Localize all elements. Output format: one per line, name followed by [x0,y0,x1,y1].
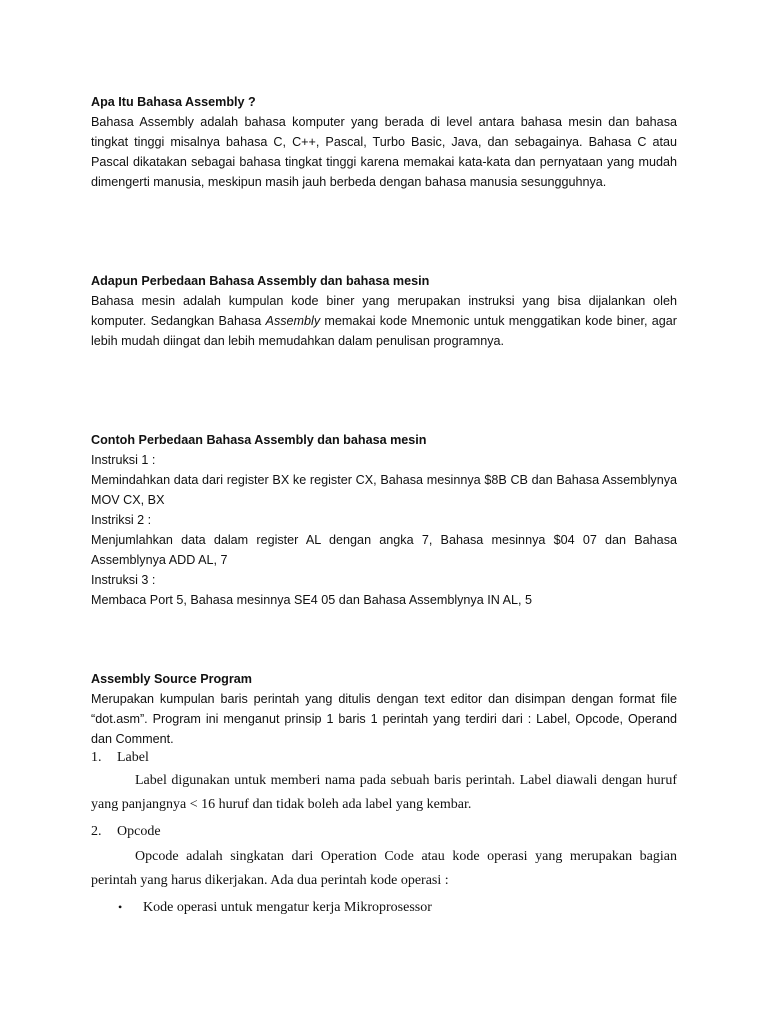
numbered-item-opcode [91,820,677,844]
bullet-icon: • [118,900,123,914]
paragraph-text: Bahasa mesin adalah kumpulan kode biner yang merupakan instruksi yang bisa dijalankan oleh komputer. Sedangkan Bahasa [91,294,677,328]
section-heading: Assembly Source Program [91,672,252,686]
instruction-label: Instriksi 2 : [91,513,152,527]
section-heading: Adapun Perbedaan Bahasa Assembly dan bahasa mesin [91,274,430,288]
paragraph-text: memakai kode Mnemonic untuk menggatikan kode biner, agar lebih mudah diingat dan lebih memudahkan dalam penulisan programnya. [91,314,677,348]
item-number: 2. [91,824,102,839]
italic-term: Assembly [265,314,321,328]
section-source-program [91,669,677,749]
section-examples [91,430,677,610]
numbered-item-label [91,746,677,770]
bullet-list-item [118,895,678,920]
bullet-text: Kode operasi untuk mengatur kerja Mikroprosessor [143,900,432,915]
instruction-label: Instruksi 1 : [91,453,156,467]
section-assembly-vs-machine [91,271,677,351]
section-heading: Apa Itu Bahasa Assembly ? [91,95,256,109]
item-number: 1. [91,750,102,765]
instruction-text: Menjumlahkan data dalam register AL dengan angka 7, Bahasa mesinnya $04 07 dan Bahasa Assemblynya ADD AL, 7 [91,533,677,567]
section-what-is-assembly [91,92,677,192]
section-paragraph: Merupakan kumpulan baris perintah yang ditulis dengan text editor dan disimpan dengan format file “dot.asm”. Program ini menganut prinsip 1 baris 1 perintah yang terdiri dari : Label, Opcode, Operand dan Comment. [91,692,677,746]
section-paragraph [91,291,677,351]
item-title: Opcode [117,824,161,839]
instruction-text: Memindahkan data dari register BX ke register CX, Bahasa mesinnya $8B CB dan Bahasa Assemblynya MOV CX, BX [91,473,677,507]
section-paragraph: Bahasa Assembly adalah bahasa komputer yang berada di level antara bahasa mesin dan bahasa tingkat tinggi misalnya bahasa C, C++, Pascal, Turbo Basic, Java, dan sebagainya. Bahasa C atau Pascal dikatakan sebagai bahasa tingkat tinggi karena memakai kata-kata dan pernyataan yang mudah dimengerti manusia, meskipun masih jauh berbeda dengan bahasa manusia sesungguhnya. [91,115,677,189]
instruction-text: Membaca Port 5, Bahasa mesinnya SE4 05 dan Bahasa Assemblynya IN AL, 5 [91,593,533,607]
item-title: Label [117,750,149,765]
instruction-label: Instruksi 3 : [91,573,156,587]
section-heading: Contoh Perbedaan Bahasa Assembly dan bahasa mesin [91,433,427,447]
item-description: Label digunakan untuk memberi nama pada sebuah baris perintah. Label diawali dengan huruf yang panjangnya < 16 huruf dan tidak boleh ada label yang kembar. [91,773,677,812]
item-description: Opcode adalah singkatan dari Operation Code atau kode operasi yang merupakan bagian perintah yang harus dikerjakan. Ada dua perintah kode operasi : [91,849,677,888]
